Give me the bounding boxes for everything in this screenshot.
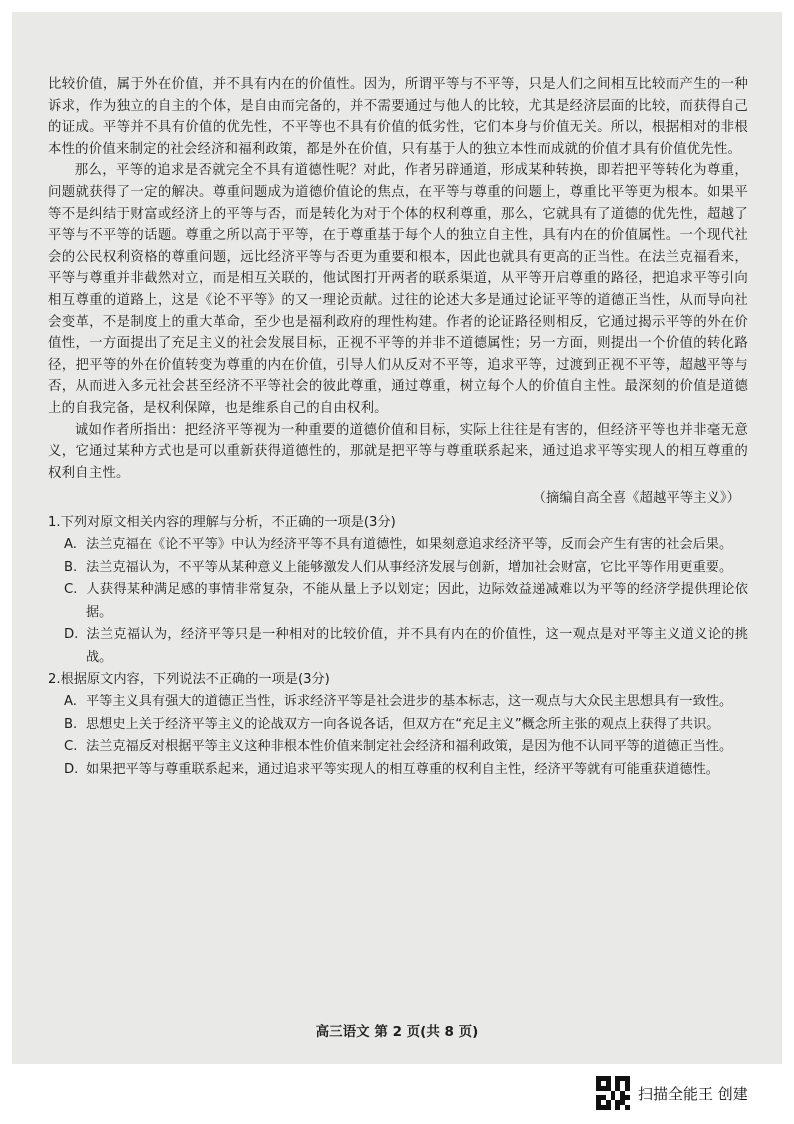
answer-option	[64, 736, 748, 759]
question-2	[48, 669, 748, 781]
answer-option	[64, 714, 748, 737]
passage-paragraph: 那么，平等的追求是否就完全不具有道德性呢？对此，作者另辟通道，形成某种转换，即若把平等转化为尊重，问题就获得了一定的解决。尊重问题成为道德价值论的焦点，在平等与尊重的问题上，尊重比平等更为根本。如果平等不是纠结于财富或经济上的平等与否，而是转化为对于个体的权利尊重，那么，它就具有了道德的优先性，超越了平等与不平等的话题。尊重之所以高于平等，在于尊重基于每个人的独立自主性，具有内在的价值属性。一个现代社会的公民权利资格的尊重问题，远比经济平等与否更为重要和根本，因此也就具有更高的正当性。在法兰克福看来，平等与尊重并非截然对立，而是相互关联的，他试图打开两者的联系渠道，从平等开启尊重的路径，把追求平等引向相互尊重的道路上，这是《论不平等》的又一理论贡献。过往的论述大多是通过论证平等的道德正当性，从而导向社会变革，不是制度上的重大革命，至少也是福利政府的理性构建。作者的论证路径则相反，它通过揭示平等的外在价值性，一方面提出了充足主义的社会发展目标，正视不平等的并非不道德属性；另一方面，则提出一个价值的转化路径，把平等的外在价值转变为尊重的内在价值，引导人们从反对不平等，追求平等，过渡到正视不平等，超越平等与否，从而进入多元社会甚至经济不平等社会的彼此尊重，通过尊重，树立每个人的价值自主性。最深刻的价值是道德上的自我完备，是权利保障，也是维系自己的自由权利。	[48, 163, 748, 416]
answer-option	[64, 534, 748, 557]
option-text: 人获得某种满足感的事情非常复杂，不能从量上予以划定；因此，边际效益递减难以为平等的经济学提供理论依据。	[86, 582, 748, 620]
exam-page	[12, 12, 782, 1064]
question-1	[48, 512, 748, 669]
question-list	[48, 512, 748, 781]
option-letter: D.	[64, 627, 79, 643]
option-letter: C.	[64, 582, 78, 598]
option-letter: A.	[64, 537, 77, 553]
page-footer: 高三语文 第 2 页(共 8 页)	[315, 1024, 479, 1040]
watermark-text: 扫描全能王 创建	[638, 1084, 748, 1103]
option-text: 法兰克福认为，不平等从某种意义上能够激发人们从事经济发展与创新，增加社会财富，它比平等作用更重要。	[86, 559, 733, 575]
option-text: 平等主义具有强大的道德正当性，诉求经济平等是社会进步的基本标志，这一观点与大众民主思想具有一致性。	[86, 694, 733, 710]
option-text: 思想史上关于经济平等主义的论战双方一向各说各话，但双方在“充足主义”概念所主张的观点上获得了共识。	[86, 716, 720, 732]
question-stem: 1.下列对原文相关内容的理解与分析，不正确的一项是(3分)	[48, 515, 396, 531]
answer-option	[64, 557, 748, 580]
option-text: 法兰克福认为，经济平等只是一种相对的比较价值，并不具有内在的价值性，这一观点是对平等主义道义论的挑战。	[86, 627, 748, 665]
option-letter: B.	[64, 559, 78, 575]
qr-code-icon	[596, 1076, 630, 1110]
option-letter: C.	[64, 739, 78, 755]
answer-option	[64, 691, 748, 714]
option-text: 法兰克福在《论不平等》中认为经济平等不具有道德性，如果刻意追求经济平等，反而会产生有害的社会后果。	[86, 537, 733, 553]
answer-option	[64, 579, 748, 624]
answer-option	[64, 759, 748, 782]
passage-paragraph: 比较价值，属于外在价值，并不具有内在的价值性。因为，所谓平等与不平等，只是人们之间相互比较而产生的一种诉求，作为独立的自主的个体，是自由而完备的，并不需要通过与他人的比较，尤其是经济层面的比较，而获得自己的证成。平等并不具有价值的优先性，不平等也不具有价值的低劣性，它们本身与价值无关。所以，根据相对的非根本性的价值来制定的社会经济和福利政策，都是外在价值，只有基于人的独立本性而成就的价值才具有价值优先性。	[48, 77, 748, 157]
option-letter: D.	[64, 761, 79, 777]
option-text: 如果把平等与尊重联系起来，通过追求平等实现人的相互尊重的权利自主性，经济平等就有可能重获道德性。	[86, 761, 719, 777]
scanner-watermark	[596, 1076, 748, 1110]
passage-source: （摘编自高全喜《超越平等主义》）	[532, 491, 740, 507]
option-text: 法兰克福反对根据平等主义这种非根本性价值来制定社会经济和福利政策，是因为他不认同平等的道德正当性。	[86, 739, 733, 755]
answer-option	[64, 624, 748, 669]
question-stem: 2.根据原文内容，下列说法不正确的一项是(3分)	[48, 672, 330, 688]
reading-passage	[48, 74, 748, 484]
option-letter: B.	[64, 716, 78, 732]
passage-paragraph: 诚如作者所指出：把经济平等视为一种重要的道德价值和目标，实际上往往是有害的，但经济平等也并非毫无意义，它通过某种方式也是可以重新获得道德性的，那就是把平等与尊重联系起来，通过追求平等实现人的相互尊重的权利自主性。	[48, 422, 748, 481]
option-letter: A.	[64, 694, 77, 710]
